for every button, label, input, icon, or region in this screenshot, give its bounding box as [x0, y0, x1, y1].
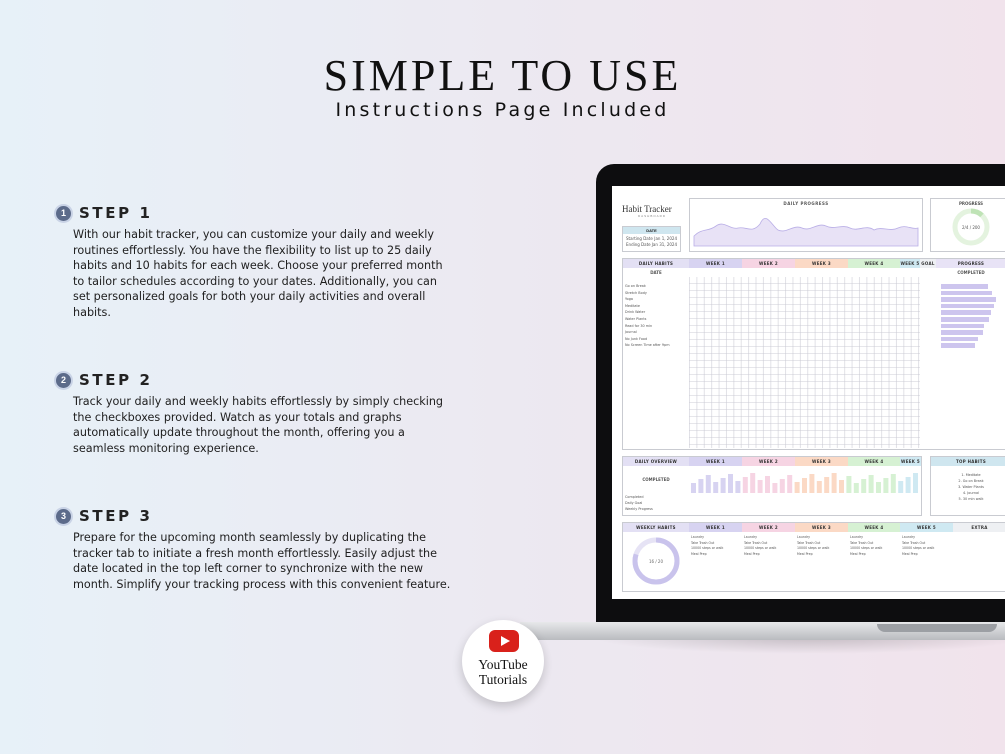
- overview-bar: [706, 475, 711, 493]
- top-habits-header: TOP HABITS: [931, 457, 1005, 466]
- habit-progress-bar: [941, 317, 989, 322]
- weekly-habit-list: [902, 535, 952, 557]
- overview-bar: [883, 478, 888, 493]
- step-title: STEP 1: [79, 204, 153, 222]
- app-subtitle: DASHBOARD: [638, 214, 667, 218]
- weekly-habit-item[interactable]: Laundry: [902, 535, 915, 539]
- weekly-habit-list: [744, 535, 794, 557]
- weekly-habit-item[interactable]: 10000 steps or walk: [691, 546, 724, 550]
- overview-bar: [698, 479, 703, 493]
- daily-progress-panel: [689, 198, 923, 252]
- laptop-screen: [612, 186, 1005, 599]
- ending-date-label: Ending Date: [626, 242, 651, 247]
- overview-bar: [758, 480, 763, 493]
- habit-name: No Screen Time after 9pm: [625, 343, 670, 348]
- overview-row-label: Weekly Progress: [625, 507, 653, 511]
- weekly-habit-item[interactable]: Laundry: [691, 535, 704, 539]
- step-description: Prepare for the upcoming month seamlessly by duplicating the tracker tab to initiate a fresh month effortlessly. Easily adjust the date located in the top left corner to synchronize with the new month. Simplify your tracking process with this convenient feature.: [73, 531, 451, 591]
- step-number-badge: 3: [56, 509, 71, 524]
- step-title: STEP 2: [79, 371, 153, 389]
- overview-bar: [869, 475, 874, 493]
- habit-progress-bar: [941, 337, 978, 342]
- youtube-badge-line2: Tutorials: [478, 672, 528, 687]
- habit-progress-bar: [941, 284, 988, 289]
- step-2: [56, 370, 451, 456]
- week-header: WEEK 3: [795, 523, 848, 532]
- weekly-habit-list: [797, 535, 847, 557]
- goal-header: GOAL: [921, 261, 935, 266]
- app-header: [622, 204, 692, 218]
- progress-donut-label: 2/4 / 200: [962, 225, 980, 230]
- habit-name: Journal: [625, 330, 637, 335]
- week-header: WEEK 4: [848, 523, 900, 532]
- overview-bar: [809, 474, 814, 493]
- overview-row-labels: [625, 495, 653, 513]
- habit-progress-bars: [941, 284, 1003, 350]
- page-title: SIMPLE TO USE: [323, 51, 682, 100]
- completed-column-label: COMPLETED: [957, 270, 985, 275]
- week-header: WEEK 1: [689, 523, 742, 532]
- habit-progress-bar: [941, 343, 975, 348]
- week-header: WEEK 4: [848, 457, 900, 466]
- weekly-habit-item[interactable]: Meal Prep: [850, 551, 866, 556]
- overview-row-label: Daily Goal: [625, 501, 643, 505]
- overview-bar: [787, 475, 792, 493]
- daily-habits-header: DAILY HABITS: [623, 259, 689, 268]
- overview-bar: [832, 473, 837, 493]
- weekly-donut: [623, 533, 689, 591]
- weekly-donut-label: 16 / 20: [648, 559, 664, 564]
- overview-bar: [691, 483, 696, 493]
- weekly-habit-item[interactable]: Laundry: [744, 535, 757, 539]
- habit-name: Meditate: [625, 303, 640, 308]
- overview-bar: [728, 474, 733, 493]
- extra-header: EXTRA: [953, 523, 1005, 532]
- overview-bar: [913, 473, 918, 493]
- overview-bar: [839, 480, 844, 493]
- overview-bar: [876, 482, 881, 493]
- daily-progress-title: DAILY PROGRESS: [783, 201, 829, 206]
- weekly-habit-item[interactable]: Meal Prep: [902, 551, 918, 556]
- weekly-habit-item[interactable]: Laundry: [850, 535, 863, 539]
- weekly-habit-item[interactable]: Meal Prep: [691, 551, 707, 556]
- week-header: WEEK 3: [795, 457, 848, 466]
- habit-progress-bar: [941, 330, 983, 335]
- date-header: DATE: [623, 227, 680, 234]
- ending-date-value: Jan 31, 2024: [651, 242, 677, 247]
- week-header: WEEK 1: [689, 457, 742, 466]
- daily-overview-panel: [622, 456, 922, 516]
- overview-bar: [735, 481, 740, 493]
- youtube-badge-label: [462, 657, 544, 687]
- week-header: WEEK 2: [742, 457, 795, 466]
- habit-name: Read for 30 min: [625, 323, 653, 328]
- daily-overview-header: DAILY OVERVIEW: [623, 457, 689, 466]
- step-number-badge: 1: [56, 206, 71, 221]
- weekly-habit-list: [691, 535, 741, 557]
- top-habit-item: 1. Meditate: [961, 473, 981, 477]
- habit-name: No Junk Food: [625, 336, 648, 341]
- weekly-habit-item[interactable]: 10000 steps or walk: [850, 546, 883, 550]
- habit-name: Go on Break: [625, 284, 646, 288]
- step-1: [56, 203, 451, 321]
- week-header: WEEK 5: [901, 459, 920, 464]
- progress-header: PROGRESS: [936, 259, 1005, 268]
- weekly-habit-item[interactable]: 10000 steps or walk: [797, 546, 830, 550]
- overview-bar-chart: [689, 467, 921, 495]
- overview-bar: [817, 481, 822, 493]
- overview-bar: [765, 476, 770, 493]
- weekly-habits-panel: [622, 522, 1005, 592]
- overview-bar: [713, 482, 718, 493]
- app-title: Habit Tracker: [622, 204, 672, 214]
- overview-row-label: Completed: [625, 495, 644, 499]
- overview-bar: [743, 477, 748, 493]
- weekly-habit-item[interactable]: Take Trash Out: [744, 540, 768, 545]
- step-description: With our habit tracker, you can customize your daily and weekly routines effortlessly. You have the flexibility to list up to 25 daily habits and 10 habits for each week. Choose your preferred month to tailor schedules according to your dates. Additionally, you can set personalized goals for both your daily activities and overall habits.: [73, 228, 443, 319]
- top-habits-list: [931, 473, 1005, 503]
- date-panel: [622, 226, 681, 252]
- laptop-notch: [877, 624, 997, 632]
- page-subtitle: Instructions Page Included: [335, 99, 670, 121]
- habit-progress-bar: [941, 297, 996, 302]
- habit-progress-bar: [941, 310, 991, 315]
- habit-checkbox-grid[interactable]: [689, 277, 920, 448]
- habit-progress-bar: [941, 324, 984, 329]
- weekly-habit-item[interactable]: Take Trash Out: [691, 540, 715, 545]
- top-habit-item: 3. Water Plants: [958, 485, 984, 489]
- overview-bar: [891, 474, 896, 493]
- overview-bar: [861, 479, 866, 493]
- overview-bar: [846, 476, 851, 493]
- overview-bar: [854, 483, 859, 493]
- weekly-habit-item[interactable]: Laundry: [797, 535, 810, 539]
- overview-bar: [898, 481, 903, 493]
- overview-bar: [906, 477, 911, 493]
- week-header: WEEK 5: [900, 261, 920, 266]
- starting-date-label: Starting Date: [626, 236, 653, 241]
- week-header: WEEK 5: [900, 523, 953, 532]
- youtube-play-icon: [489, 630, 519, 652]
- habit-name: Stretch Body: [625, 290, 647, 295]
- overview-bar: [795, 482, 800, 493]
- starting-date-value[interactable]: Jan 1, 2024: [654, 236, 677, 241]
- step-title: STEP 3: [79, 507, 153, 525]
- week-header: WEEK 3: [795, 259, 848, 268]
- step-3: [56, 506, 451, 592]
- top-habits-panel: [930, 456, 1005, 516]
- progress-panel: [930, 198, 1005, 252]
- habit-name: Water Plants: [625, 316, 647, 321]
- overview-completed-label: COMPLETED: [642, 477, 670, 482]
- week-header: WEEK 2: [742, 523, 795, 532]
- overview-bar: [824, 477, 829, 493]
- habit-list: [625, 284, 687, 350]
- weekly-habits-header: WEEKLY HABITS: [623, 523, 689, 532]
- week-header: WEEK 2: [742, 259, 795, 268]
- weekly-habit-item[interactable]: Take Trash Out: [902, 540, 926, 545]
- overview-bar: [772, 483, 777, 493]
- weekly-habit-item[interactable]: Meal Prep: [797, 551, 813, 556]
- habit-progress-bar: [941, 291, 992, 296]
- daily-progress-area: [694, 218, 918, 246]
- youtube-badge-line1: YouTube: [478, 657, 528, 672]
- overview-bar: [780, 479, 785, 493]
- weekly-habit-item[interactable]: Take Trash Out: [797, 540, 821, 545]
- weekly-habit-item[interactable]: 10000 steps or walk: [902, 546, 935, 550]
- date-column-label: DATE: [650, 270, 662, 275]
- overview-bar: [721, 478, 726, 493]
- step-number-badge: 2: [56, 373, 71, 388]
- habit-name: Yoga: [625, 297, 633, 302]
- week-header: WEEK 1: [689, 259, 742, 268]
- habit-name: Drink Water: [625, 310, 646, 315]
- top-habit-item: 4. Journal: [962, 491, 980, 495]
- weekly-habit-item[interactable]: Take Trash Out: [850, 540, 874, 545]
- top-habit-item: 5. 30 min walk: [958, 497, 984, 501]
- progress-title: PROGRESS: [958, 201, 984, 206]
- daily-habits-table: [622, 258, 1005, 450]
- habit-progress-bar: [941, 304, 994, 309]
- week-header: WEEK 4: [848, 259, 900, 268]
- weekly-habit-item[interactable]: Meal Prep: [744, 551, 760, 556]
- weekly-habit-list: [850, 535, 900, 557]
- youtube-tutorials-badge[interactable]: [462, 620, 544, 702]
- step-description: Track your daily and weekly habits effortlessly by simply checking the checkboxes provided. Watch as your totals and graphs automatically update throughout the month, offering you a seamless monitoring experience.: [73, 395, 444, 455]
- overview-bar: [802, 478, 807, 493]
- weekly-habit-item[interactable]: 10000 steps or walk: [744, 546, 777, 550]
- progress-donut: [946, 206, 996, 250]
- daily-progress-chart: [690, 206, 922, 250]
- overview-bar: [750, 473, 755, 493]
- top-habit-item: 2. Go on Break: [958, 479, 984, 483]
